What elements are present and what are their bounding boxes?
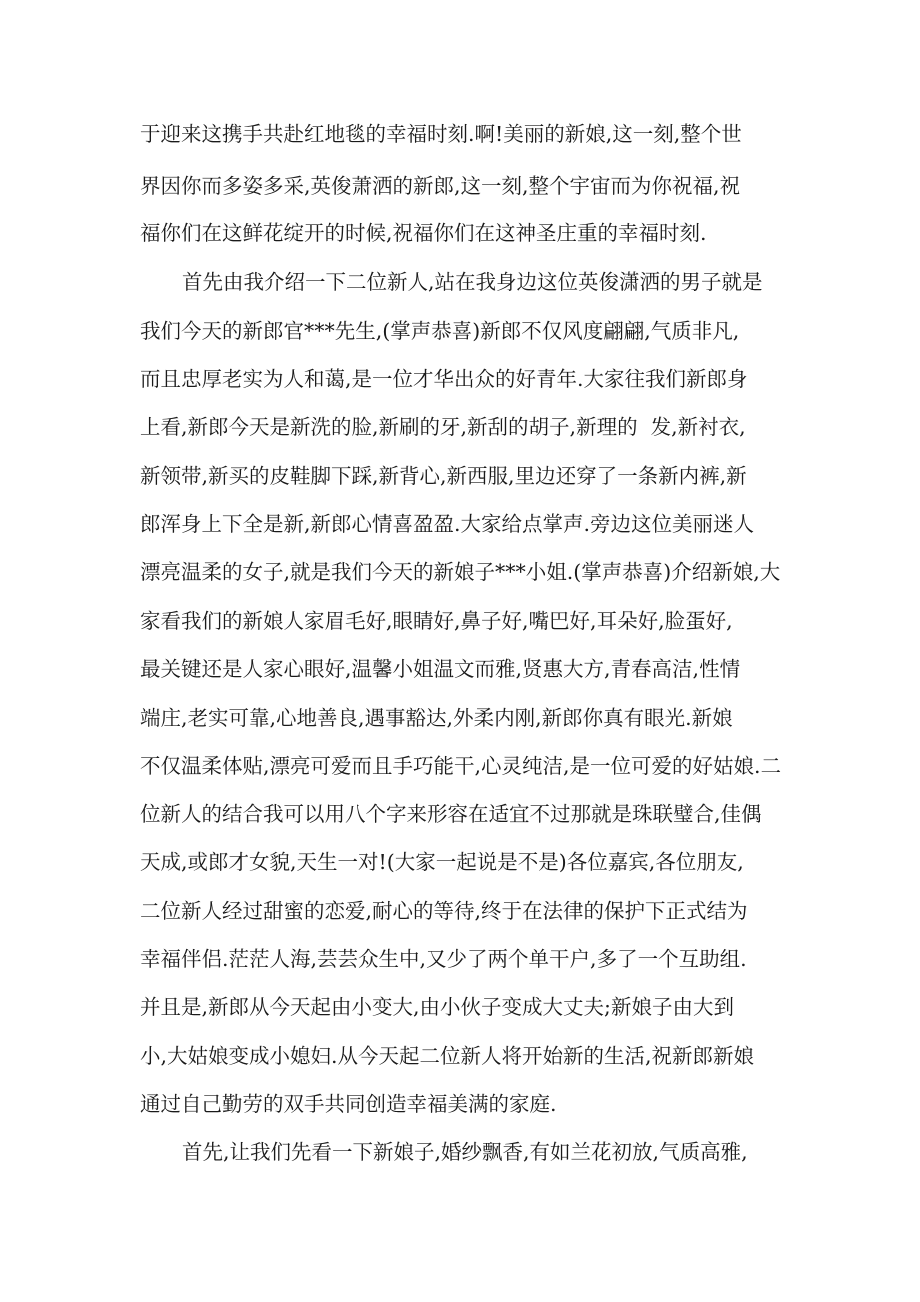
text-line: 上看,新郎今天是新洗的脸,新刷的牙,新刮的胡子,新理的 发,新衬衣, bbox=[140, 415, 746, 439]
text-line: 漂亮温柔的女子,就是我们今天的新娘子***小姐.(掌声恭喜)介绍新娘,大 bbox=[140, 560, 781, 584]
text-line: 郎浑身上下全是新,新郎心情喜盈盈.大家给点掌声.旁边这位美丽迷人 bbox=[140, 512, 755, 536]
text-line: 幸福伴侣.茫茫人海,芸芸众生中,又少了两个单干户,多了一个互助组. bbox=[140, 947, 747, 971]
text-line: 福你们在这鲜花绽开的时候,祝福你们在这神圣庄重的幸福时刻. bbox=[140, 221, 707, 245]
paragraph-first-line: 首先由我介绍一下二位新人,站在我身边这位英俊潇洒的男子就是 bbox=[182, 270, 763, 294]
text-line: 界因你而多姿多采,英俊萧洒的新郎,这一刻,整个宇宙而为你祝福,祝 bbox=[140, 174, 741, 198]
text-line: 家看我们的新娘人家眉毛好,眼睛好,鼻子好,嘴巴好,耳朵好,脸蛋好, bbox=[140, 609, 733, 633]
text-line: 小,大姑娘变成小媳妇.从今天起二位新人将开始新的生活,祝新郎新娘 bbox=[140, 1044, 755, 1068]
text-line: 而且忠厚老实为人和蔼,是一位才华出众的好青年.大家往我们新郎身 bbox=[140, 367, 748, 391]
text-line: 通过自己勤劳的双手共同创造幸福美满的家庭. bbox=[140, 1092, 557, 1116]
paragraph-first-line: 首先,让我们先看一下新娘子,婚纱飘香,有如兰花初放,气质高雅, bbox=[182, 1140, 748, 1164]
text-line: 端庄,老实可靠,心地善良,遇事豁达,外柔内刚,新郎你真有眼光.新娘 bbox=[140, 706, 733, 730]
text-line: 并且是,新郎从今天起由小变大,由小伙子变成大丈夫;新娘子由大到 bbox=[140, 995, 734, 1019]
text-line: 位新人的结合我可以用八个字来形容在适宜不过那就是珠联璧合,佳偶 bbox=[140, 802, 762, 826]
text-line: 于迎来这携手共赴红地毯的幸福时刻.啊!美丽的新娘,这一刻,整个世 bbox=[140, 122, 742, 146]
text-line: 最关键还是人家心眼好,温馨小姐温文而雅,贤惠大方,青春高洁,性情 bbox=[140, 657, 741, 681]
text-line: 新领带,新买的皮鞋脚下踩,新背心,新西服,里边还穿了一条新内裤,新 bbox=[140, 464, 747, 488]
text-line: 天成,或郎才女貌,天生一对!(大家一起说是不是)各位嘉宾,各位朋友, bbox=[140, 850, 744, 874]
text-line: 不仅温柔体贴,漂亮可爱而且手巧能干,心灵纯洁,是一位可爱的好姑娘.二 bbox=[140, 754, 782, 778]
text-line: 我们今天的新郎官***先生,(掌声恭喜)新郎不仅风度翩翩,气质非凡, bbox=[140, 319, 740, 343]
text-line: 二位新人经过甜蜜的恋爱,耐心的等待,终于在法律的保护下正式结为 bbox=[140, 899, 748, 923]
